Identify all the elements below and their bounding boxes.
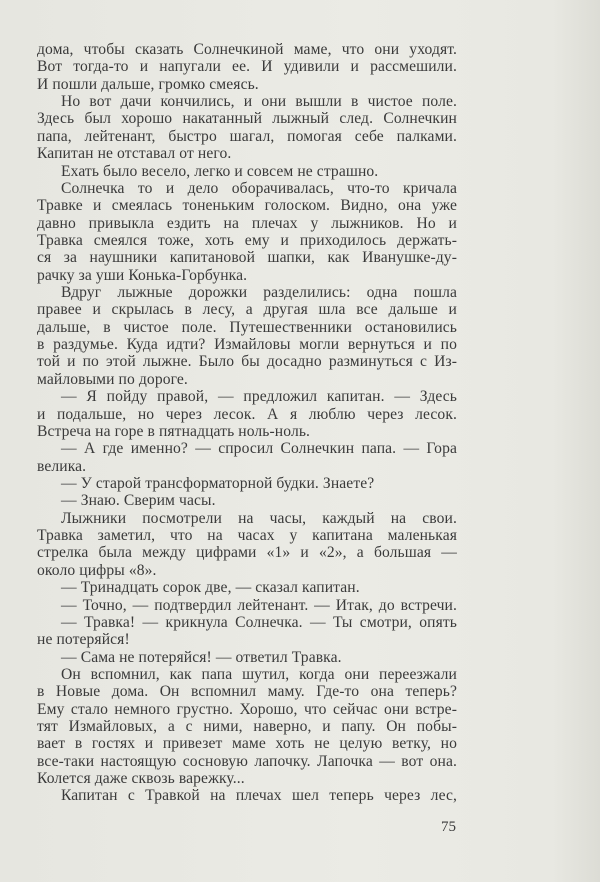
text-line: Лыжники посмотрели на часы, каждый на свои. (61, 509, 457, 527)
text-line: — А где именно? — спросил Солнечкин папа. — Гора (61, 440, 457, 458)
text-line: не потеряйся! (37, 631, 130, 649)
text-line: Здесь был хорошо накатанный лыжный след. Солнечкин (37, 110, 457, 128)
text-line: Встреча на горе в пятнадцать ноль-ноль. (37, 422, 311, 440)
text-line: давно привыкла ездить на плечах у лыжников. Но и (37, 214, 457, 232)
text-line: Травке и смеялась тоненьким голоском. Видно, она уже (37, 197, 457, 215)
text-line: все-таки настоящую сосновую лапочку. Лапочка — вот она. (37, 752, 457, 770)
text-line: и подальше, но через лесок. А я люблю через лесок. (37, 405, 457, 423)
text-line: Травка заметил, что на часах у капитана маленькая (37, 527, 457, 545)
text-line: Вот тогда-то и напугали ее. И удивили и рассмешили. (37, 58, 457, 76)
text-line: в раздумье. Куда идти? Измайловы могли вернуться и по (37, 336, 457, 354)
text-line: — Тринадцать сорок две, — сказал капитан. (61, 579, 360, 597)
text-line: — Знаю. Сверим часы. (61, 492, 216, 510)
text-line: — Сама не потеряйся! — ответил Травка. (61, 648, 342, 666)
text-line: майловыми по дороге. (37, 370, 188, 388)
text-line: дома, чтобы сказать Солнечкиной маме, что они уходят. (37, 41, 457, 58)
text-line: Капитан не отставал от него. (37, 145, 232, 163)
page-number: 75 (441, 819, 456, 835)
text-line: ся за наушники капитановой шапки, как Иванушке-ду- (37, 249, 457, 267)
text-line: Но вот дачи кончились, и они вышли в чистое поле. (61, 93, 457, 111)
text-line: — Я пойду правой, — предложил капитан. — Здесь (61, 388, 457, 406)
text-line: Он вспомнил, как папа шутил, когда они переезжали (61, 665, 457, 683)
text-line: Колется даже сквозь варежку... (37, 770, 245, 788)
text-line: Капитан с Травкой на плечах шел теперь через лес, (61, 787, 457, 805)
text-line: И пошли дальше, громко смеясь. (37, 75, 259, 93)
text-line: правее и скрылась в лесу, а другая шла все дальше и (37, 301, 457, 319)
text-line: стрелка была между цифрами «1» и «2», а большая — (37, 544, 457, 562)
text-line: около цифры «8». (37, 561, 157, 579)
text-line: Ехать было весело, легко и совсем не страшно. (61, 162, 379, 180)
text-line: — Травка! — крикнула Солнечка. — Ты смотри, опять (61, 613, 457, 631)
text-line: дальше, в чистое поле. Путешественники остановились (37, 318, 457, 336)
text-line: тят Измайловых, а с ними, наверно, и папу. Он побы- (37, 718, 457, 736)
text-line: — У старой трансформаторной будки. Знаете? (61, 474, 375, 492)
text-line: в Новые дома. Он вспомнил маму. Где-то она теперь? (37, 683, 457, 701)
text-line: велика. (37, 457, 87, 475)
text-line: Травка смеялся тоже, хоть ему и приходилось держать- (37, 231, 457, 249)
text-line: Вдруг лыжные дорожки разделились: одна пошла (61, 284, 457, 302)
text-line: той и по этой лыжне. Было бы досадно разминуться с Из- (37, 353, 457, 371)
text-line: Солнечка то и дело оборачивалась, что-то кричала (61, 179, 457, 197)
book-page-text (37, 41, 457, 805)
text-line: — Точно, — подтвердил лейтенант. — Итак, до встречи. (61, 596, 457, 614)
text-line: папа, лейтенант, быстро шагал, помогая себе палками. (37, 127, 457, 145)
text-line: Ему стало немного грустно. Хорошо, что сейчас они встре- (37, 700, 457, 718)
text-line: рачку за уши Конька-Горбунка. (37, 266, 248, 284)
text-line: вает в гостях и привезет маме хоть не целую ветку, но (37, 735, 457, 753)
